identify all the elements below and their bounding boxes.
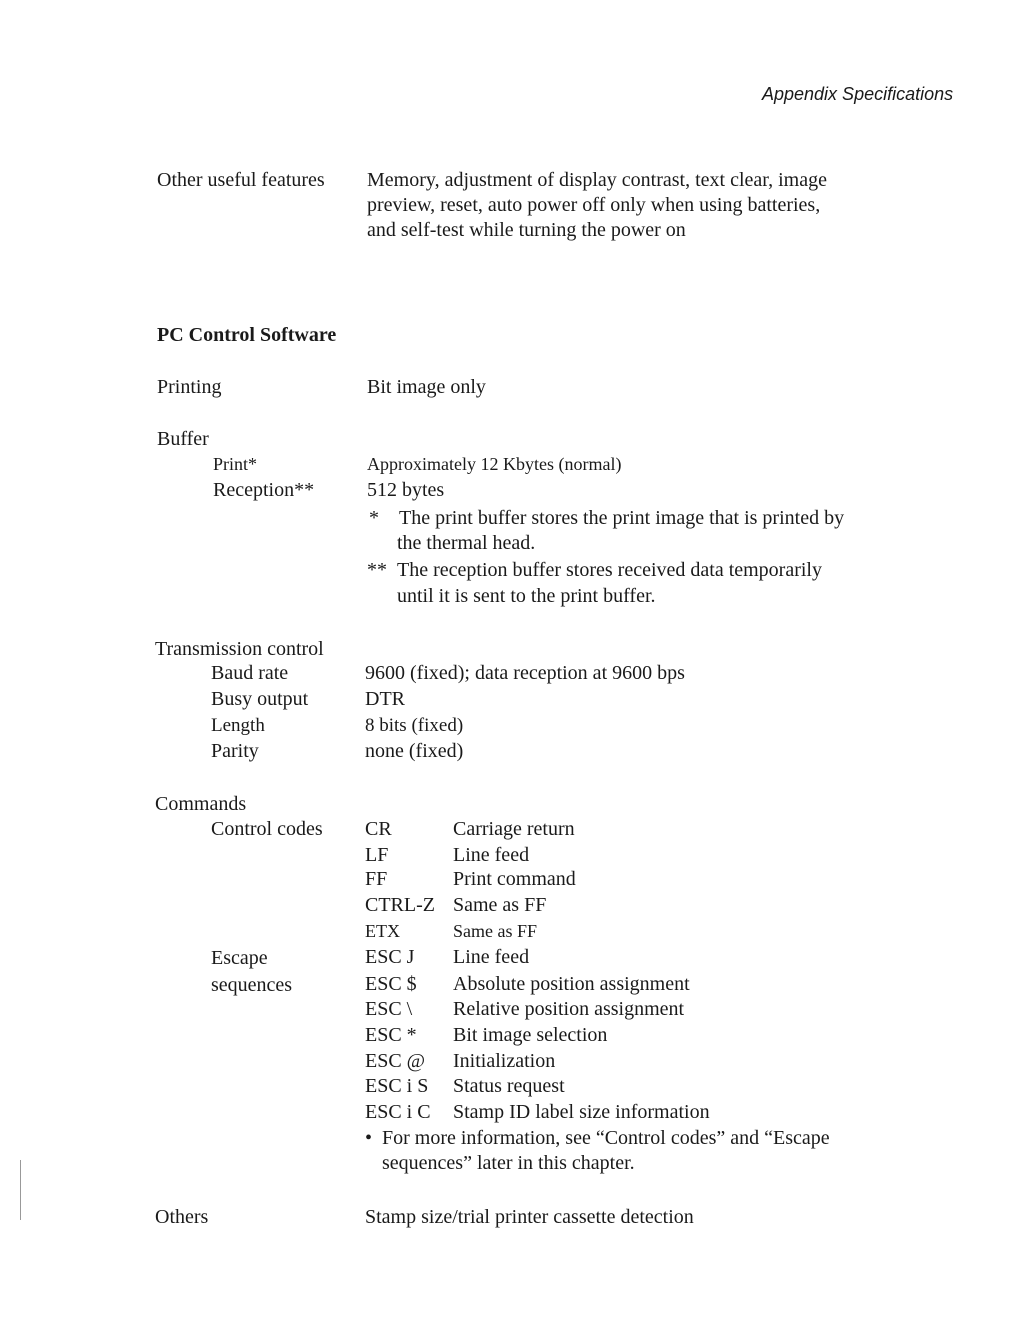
escape-code-desc: Stamp ID label size information — [453, 1101, 710, 1123]
reception-buffer-label: Reception** — [213, 479, 315, 501]
length-value: 8 bits (fixed) — [365, 715, 464, 736]
escape-code: ESC @ — [365, 1050, 426, 1072]
features-label: Other useful features — [157, 169, 325, 191]
print-buffer-value: Approximately 12 Kbytes (normal) — [367, 454, 622, 474]
control-code: ETX — [365, 921, 400, 941]
note-mark: ** — [367, 559, 387, 581]
baud-rate-value: 9600 (fixed); data reception at 9600 bps — [365, 662, 685, 684]
escape-code-desc: Relative position assignment — [453, 998, 685, 1020]
control-code: CR — [365, 818, 392, 840]
escape-code: ESC \ — [365, 998, 413, 1020]
commands-note — [365, 1126, 882, 1176]
features-line-2: preview, reset, auto power off only when using batteries, — [367, 194, 821, 216]
escape-code: ESC J — [365, 946, 415, 968]
busy-output-value: DTR — [365, 688, 405, 710]
printing-label: Printing — [157, 376, 222, 398]
baud-rate-label: Baud rate — [211, 662, 289, 684]
escape-code-desc: Absolute position assignment — [453, 973, 690, 995]
control-code: LF — [365, 844, 389, 866]
buffer-note-1 — [367, 506, 844, 531]
features-line-3: and self-test while turning the power on — [367, 219, 686, 241]
buffer-note-1-line-2: the thermal head. — [397, 532, 536, 554]
escape-label-line-2: sequences — [211, 974, 293, 996]
escape-code: ESC $ — [365, 973, 417, 995]
length-label: Length — [211, 715, 265, 736]
commands-label: Commands — [155, 793, 247, 815]
commands-note-text: For more information, see “Control codes” and “Escape sequences” later in this chapter. — [382, 1127, 830, 1174]
printing-value: Bit image only — [367, 376, 486, 398]
note-line: The reception buffer stores received data temporarily — [397, 559, 822, 581]
page-header: Appendix Specifications — [762, 84, 954, 104]
escape-code-desc: Status request — [453, 1075, 565, 1097]
escape-code-desc: Bit image selection — [453, 1024, 608, 1046]
print-buffer-label: Print* — [213, 454, 258, 474]
parity-label: Parity — [211, 740, 259, 762]
features-line-1: Memory, adjustment of display contrast, text clear, image — [367, 169, 827, 191]
control-code: CTRL-Z — [365, 894, 435, 916]
control-code-desc: Line feed — [453, 844, 530, 866]
escape-code: ESC i S — [365, 1075, 429, 1097]
note-mark: * — [369, 507, 379, 529]
escape-label-line-1: Escape — [211, 947, 268, 969]
section-title: PC Control Software — [157, 324, 337, 346]
escape-code-desc: Initialization — [453, 1050, 556, 1072]
note-line: The print buffer stores the print image that is printed by — [399, 507, 845, 529]
control-code-desc: Carriage return — [453, 818, 575, 840]
transmission-label: Transmission control — [155, 638, 324, 660]
bullet-icon: • — [365, 1127, 373, 1149]
escape-code-desc: Line feed — [453, 946, 530, 968]
buffer-label: Buffer — [157, 428, 209, 450]
buffer-note-2-line-2: until it is sent to the print buffer. — [397, 585, 656, 607]
control-codes-label: Control codes — [211, 818, 323, 840]
control-code: FF — [365, 868, 388, 890]
reception-buffer-value: 512 bytes — [367, 479, 445, 501]
busy-output-label: Busy output — [211, 688, 309, 710]
parity-value: none (fixed) — [365, 740, 464, 762]
others-value: Stamp size/trial printer cassette detection — [365, 1206, 694, 1228]
escape-code: ESC i C — [365, 1101, 431, 1123]
control-code-desc: Same as FF — [453, 894, 547, 916]
scan-artifact-line — [20, 1160, 21, 1220]
control-code-desc: Same as FF — [453, 921, 538, 941]
others-label: Others — [155, 1206, 209, 1228]
escape-code: ESC * — [365, 1024, 417, 1046]
buffer-note-2 — [367, 558, 822, 583]
control-code-desc: Print command — [453, 868, 576, 890]
